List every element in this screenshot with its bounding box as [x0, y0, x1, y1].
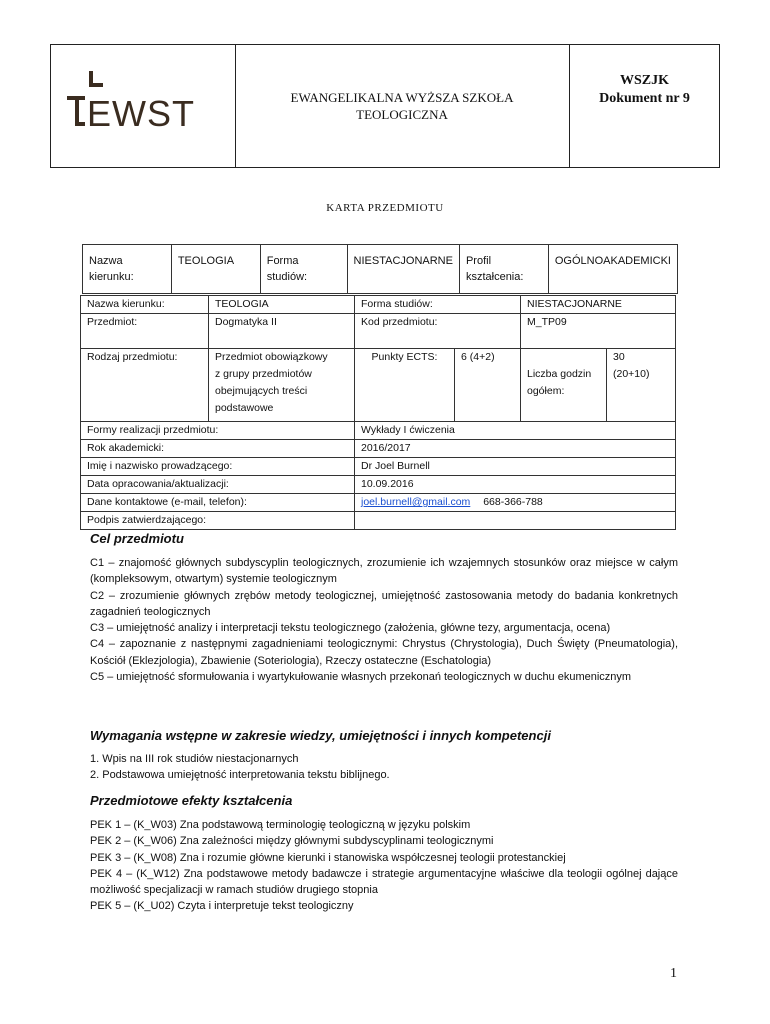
cel-item: C3 – umiejętność analizy i interpretacji tekstu teologicznego (założenia, główne tezy, argumentacja, ocena) [90, 622, 611, 635]
summary-label-profil: Profil kształcenia: [459, 245, 548, 294]
efekt-item: PEK 2 – (K_W06) Zna zależności między głównymi subdyscyplinami teologicznymi [90, 835, 494, 848]
document-id [570, 45, 719, 167]
summary-value-forma: NIESTACJONARNE [347, 245, 459, 294]
table-row [81, 440, 676, 458]
value-podpis [355, 512, 676, 530]
school-name [235, 45, 570, 167]
summary-table [82, 244, 678, 294]
section-heading-cel: Cel przedmiotu [90, 531, 184, 546]
value-dane-kontaktowe [355, 494, 676, 512]
label-forma-studiow: Forma studiów: [355, 296, 521, 314]
summary-label-forma: Forma studiów: [260, 245, 347, 294]
label-data-opracowania: Data opracowania/aktualizacji: [81, 476, 355, 494]
label-przedmiot: Przedmiot: [81, 314, 209, 349]
cel-list [90, 555, 678, 685]
value-punkty-ects: 6 (4+2) [455, 349, 521, 422]
summary-label-kierunek: Nazwa kierunku: [83, 245, 172, 294]
value-kod-przedmiotu: M_TP09 [521, 314, 676, 349]
label-formy-realizacji: Formy realizacji przedmiotu: [81, 422, 355, 440]
cel-item: C4 – zapoznanie z następnymi zagadnieniami teologicznymi: Chrystus (Chrystologia), Duch Święty (Pneumatologia), Kościół (Eklezjologia), Zbawienie (Soteriologia), Rzeczy ostateczne (Eschatologia) [90, 638, 678, 667]
label-rok-akademicki: Rok akademicki: [81, 440, 355, 458]
logo-cell [51, 45, 236, 167]
value-nazwa-kierunku: TEOLOGIA [209, 296, 355, 314]
cel-item: C2 – zrozumienie głównych zrębów metody teologicznej, umiejętność zastosowania metody do badania konkretnych zagadnień teologicznych [90, 589, 678, 618]
wymagania-list [90, 751, 678, 784]
table-row [81, 296, 676, 314]
ewst-logo [51, 45, 235, 167]
section-heading-efekty: Przedmiotowe efekty kształcenia [90, 793, 293, 808]
table-row [81, 494, 676, 512]
phone-number: 668-366-788 [483, 496, 543, 508]
value-forma-studiow: NIESTACJONARNE [521, 296, 676, 314]
table-row [81, 458, 676, 476]
value-prowadzacy: Dr Joel Burnell [355, 458, 676, 476]
value-rok-akademicki: 2016/2017 [355, 440, 676, 458]
value-data-opracowania: 10.09.2016 [355, 476, 676, 494]
value-przedmiot: Dogmatyka II [209, 314, 355, 349]
label-nazwa-kierunku: Nazwa kierunku: [81, 296, 209, 314]
table-row [81, 476, 676, 494]
cel-item: C5 – umiejętność sformułowania i wyartykułowanie własnych przekonań teologicznych w duchu ekumenicznym [90, 671, 632, 684]
document-code: WSZJK [619, 73, 669, 88]
efekt-item: PEK 1 – (K_W03) Zna podstawową terminologię teologiczną w języku polskim [90, 819, 471, 831]
school-name-line2: TEOLOGICZNA [356, 107, 448, 122]
label-kod-przedmiotu: Kod przedmiotu: [355, 314, 521, 349]
efekt-item: PEK 4 – (K_W12) Zna podstawowe metody badawcze i strategie argumentacyjne właściwe dla teologii ogólnej dające możliwość specjalizacji w ramach studiów drugiego stopnia [90, 867, 678, 897]
course-info-table [80, 295, 676, 530]
summary-value-profil: OGÓLNOAKADEMICKI [548, 245, 677, 294]
cel-item: C1 – znajomość głównych subdyscyplin teologicznych, zrozumienie ich wzajemnych stosunków oraz miejsce w całym (kompleksowym, otwartym) systemie teologicznym [90, 557, 678, 586]
label-podpis: Podpis zatwierdzającego: [81, 512, 355, 530]
school-name-line1: EWANGELIKALNA WYŻSZA SZKOŁA [290, 90, 514, 105]
summary-value-kierunek: TEOLOGIA [171, 245, 260, 294]
label-prowadzacy: Imię i nazwisko prowadzącego: [81, 458, 355, 476]
table-row [81, 349, 676, 422]
email-link[interactable]: joel.burnell@gmail.com [361, 496, 471, 508]
value-liczba-godzin: 30 (20+10) [607, 349, 676, 422]
label-rodzaj-przedmiotu: Rodzaj przedmiotu: [81, 349, 209, 422]
page-title: KARTA PRZEDMIOTU [326, 202, 444, 214]
efekt-item: PEK 3 – (K_W08) Zna i rozumie główne kierunki i stanowiska współczesnej teologii protestanckiej [90, 851, 566, 864]
table-row [81, 314, 676, 349]
efekt-item: PEK 5 – (K_U02) Czyta i interpretuje tekst teologiczny [90, 900, 354, 913]
wymaganie-item: 1. Wpis na III rok studiów niestacjonarnych [90, 753, 299, 765]
page-number: 1 [670, 966, 677, 981]
document-header [50, 44, 720, 168]
label-dane-kontaktowe: Dane kontaktowe (e-mail, telefon): [81, 494, 355, 512]
label-punkty-ects: Punkty ECTS: [355, 349, 455, 422]
logo-text: EWST [87, 93, 195, 134]
table-row [81, 422, 676, 440]
wymaganie-item: 2. Podstawowa umiejętność interpretowania tekstu biblijnego. [90, 769, 390, 782]
value-rodzaj-przedmiotu: Przedmiot obowiązkowy z grupy przedmiotów obejmujących treści podstawowe [209, 349, 355, 422]
section-heading-wymagania: Wymagania wstępne w zakresie wiedzy, umiejętności i innych kompetencji [90, 728, 551, 743]
efekty-list [90, 817, 678, 915]
document-number: Dokument nr 9 [599, 91, 690, 106]
table-row [83, 245, 678, 294]
label-liczba-godzin: Liczba godzin ogółem: [521, 349, 607, 422]
value-formy-realizacji: Wykłady I ćwiczenia [355, 422, 676, 440]
table-row [81, 512, 676, 530]
